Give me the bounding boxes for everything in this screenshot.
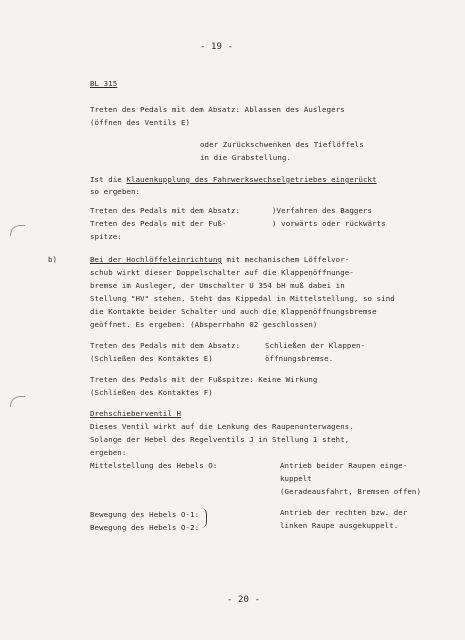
text-line: )Verfahren des Baggers [272, 206, 373, 215]
text-line [90, 175, 377, 184]
text-line: Treten des Pedals mit der Fuß- [90, 219, 227, 228]
text-span: mit mechanischem Löffelvor- [221, 255, 350, 264]
text-line: ergeben: [90, 448, 127, 457]
text-span: Ist die [90, 175, 127, 184]
text-line: (Schließen des Kontaktes F) [90, 388, 213, 397]
text-line: ) vorwärts oder rückwärts [272, 219, 386, 228]
text-line: (Geradeausfahrt, Bremsen offen) [280, 487, 422, 496]
text-line: geöffnet. Es ergeben: (Absperrhahn 02 geschlossen) [90, 320, 318, 329]
text-line: die Kontakte beider Schalter und auch die Klappenöffnungsbremse [90, 307, 377, 316]
brace-mark [201, 508, 207, 528]
text-line: oder Zurückschwenken des Tieflöffels [200, 140, 364, 149]
text-line: Treten des Pedals mit der Fußspitze: Keine Wirkung [90, 375, 318, 384]
page-number-top: - 19 - [200, 42, 234, 52]
text-line: linken Raupe ausgekuppelt. [280, 521, 399, 530]
text-line: öffnungsbremse. [265, 354, 334, 363]
text-line: Treten des Pedals mit dem Absatz: [90, 206, 241, 215]
punch-hole-mark [10, 225, 25, 236]
text-line: Schließen der Klappen- [265, 341, 366, 350]
text-line: Bewegung des Hebels O-1: [90, 510, 200, 519]
text-line: Treten des Pedals mit dem Absatz: Ablassen des Auslegers [90, 105, 345, 114]
underlined-phrase: Klauenkupplung des Fahrwerkswechselgetriebes eingerückt [126, 175, 377, 184]
text-line: Bewegung des Hebels O-2: [90, 523, 200, 532]
text-line: Solange der Hebel des Regelventils J in Stellung 1 steht, [90, 435, 350, 444]
text-line: bremse im Ausleger, der Umschalter U 354 bH muß dabei in [90, 281, 345, 290]
underlined-phrase: Bei der Hochlöffeleinrichtung [90, 255, 222, 264]
punch-hole-mark [10, 396, 25, 407]
text-line: in die Grabstellung. [200, 153, 291, 162]
text-line [90, 255, 349, 264]
text-line: (öffnen des Ventils E) [90, 118, 191, 127]
text-line: Stellung "HV" stehen. Steht das Kippedal in Mittelstellung, so sind [90, 294, 395, 303]
text-line: Antrieb beider Raupen einge- [280, 461, 408, 470]
text-line: Mittelstellung des Hebels O: [90, 461, 218, 470]
text-line: spitze: [90, 232, 122, 241]
reference-code: BL 315 [90, 79, 118, 88]
text-line: Antrieb der rechten bzw. der [280, 508, 408, 517]
text-line: Dieses Ventil wirkt auf die Lenkung des Raupenunterwagens. [90, 422, 354, 431]
text-line: (Schließen des Kontaktes E) [90, 354, 213, 363]
text-line: schub wirkt dieser Doppelschalter auf die Klappenöffnunge- [90, 268, 354, 277]
list-marker: b) [48, 255, 58, 264]
text-line: so ergeben: [90, 187, 141, 196]
section-heading: Drehschieberventil H [90, 409, 181, 418]
text-line: Treten des Pedals mit dem Absatz: [90, 341, 241, 350]
page-number-bottom: - 20 - [227, 595, 261, 605]
text-line: kuppelt [280, 474, 312, 483]
